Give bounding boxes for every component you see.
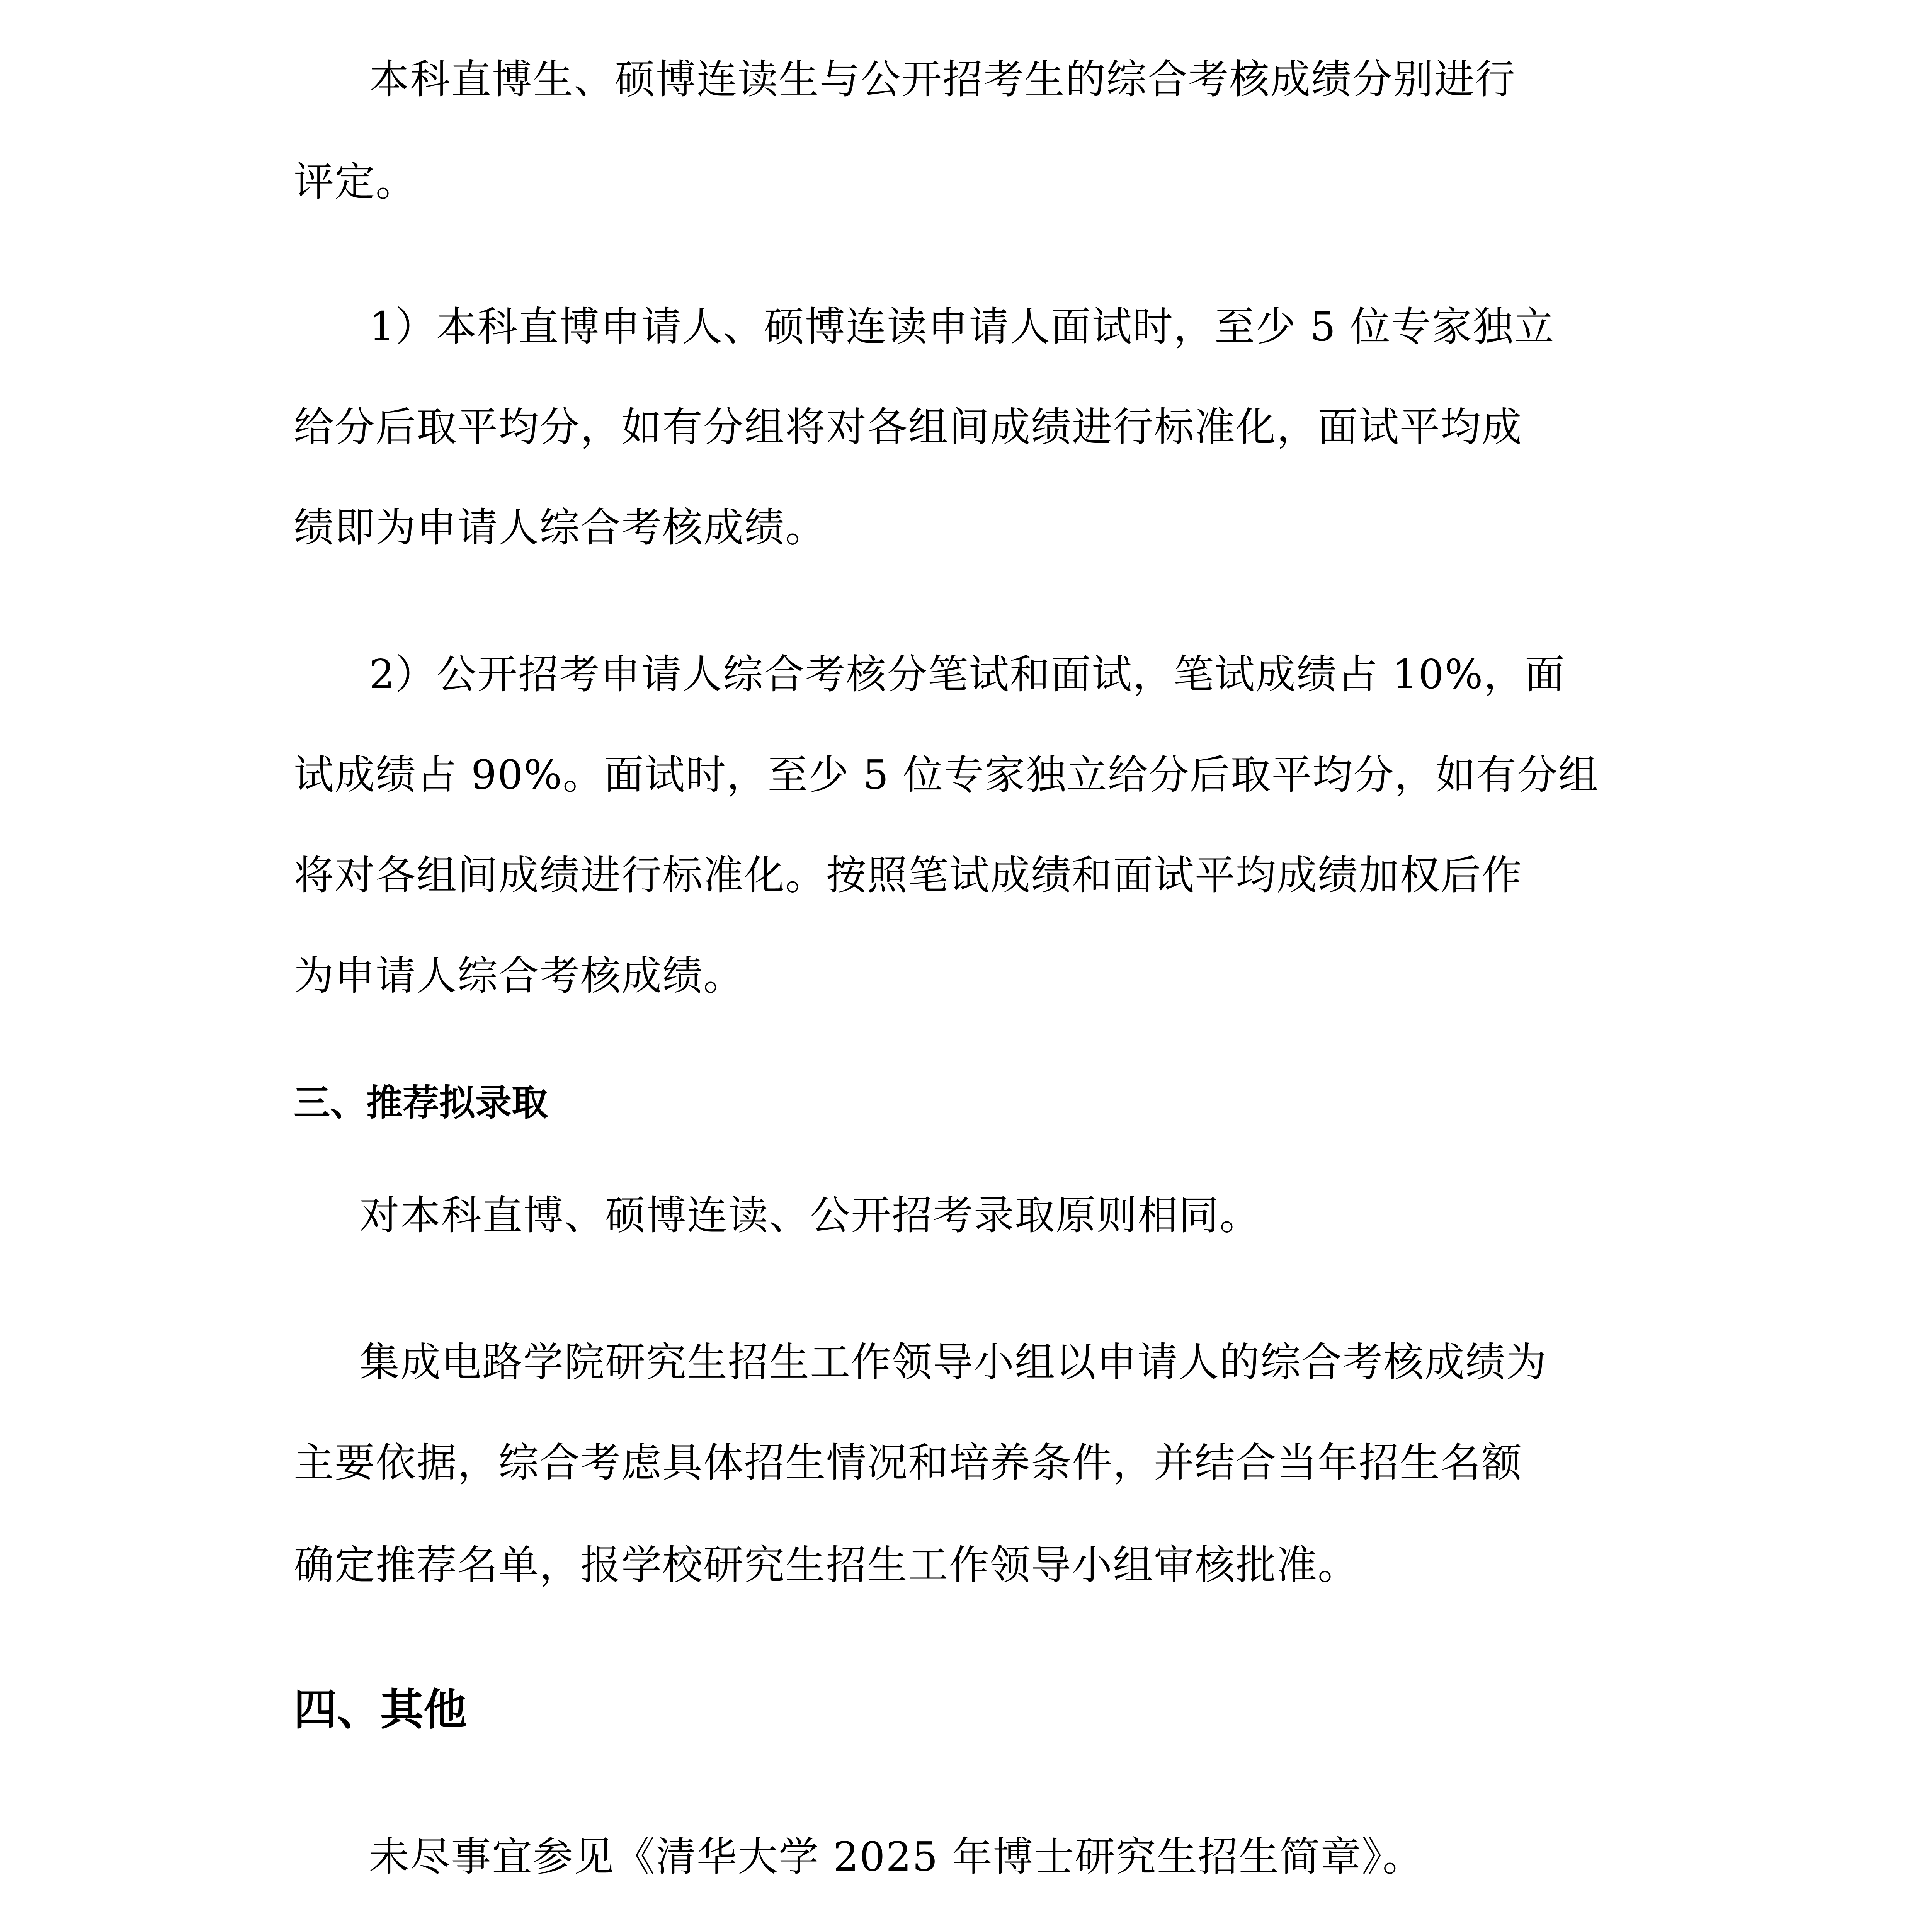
paragraph-line: 2）公开招考申请人综合考核分笔试和面试，笔试成绩占 10%，面 [369,651,1566,698]
paragraph-line: 绩即为申请人综合考核成绩。 [294,504,827,551]
paragraph-line: 未尽事宜参见《清华大学 2025 年博士研究生招生简章》。 [369,1833,1424,1880]
section-heading-recommendation: 三、推荐拟录取 [294,1082,548,1124]
paragraph-line: 主要依据，综合考虑具体招生情况和培养条件，并结合当年招生名额 [294,1439,1523,1486]
paragraph-line: 给分后取平均分，如有分组将对各组间成绩进行标准化，面试平均成 [294,403,1523,451]
paragraph-line: 本科直博生、硕博连读生与公开招考生的综合考核成绩分别进行 [369,56,1516,103]
paragraph-line: 对本科直博、硕博连读、公开招考录取原则相同。 [359,1192,1261,1239]
paragraph-line: 评定。 [294,158,417,205]
paragraph-line: 试成绩占 90%。面试时，至少 5 位专家独立给分后取平均分，如有分组 [294,751,1599,798]
paragraph-line: 为申请人综合考核成绩。 [294,952,745,999]
section-heading-other: 四、其他 [294,1685,467,1735]
paragraph-line: 1）本科直博申请人、硕博连读申请人面试时，至少 5 位专家独立 [369,303,1555,350]
paragraph-line: 确定推荐名单，报学校研究生招生工作领导小组审核批准。 [294,1541,1359,1588]
paragraph-line: 集成电路学院研究生招生工作领导小组以申请人的综合考核成绩为 [359,1338,1548,1386]
paragraph-line: 将对各组间成绩进行标准化。按照笔试成绩和面试平均成绩加权后作 [294,852,1523,899]
